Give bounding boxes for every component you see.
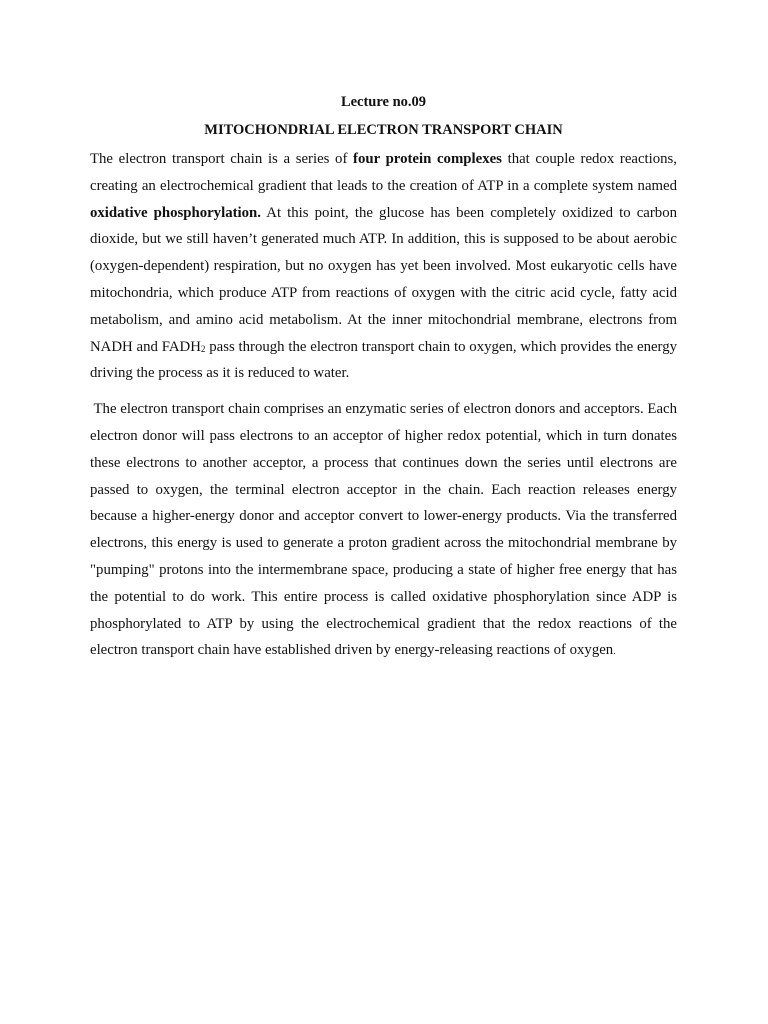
- subscript-2: 2: [200, 343, 206, 354]
- paragraph-2-text: The electron transport chain comprises an enzymatic series of electron donors and acceptors. Each electron donor will pass electrons to an acceptor of higher redox potential, which in turn donates these electrons to another acceptor, a process that continues down the series until electrons are passed to oxygen, the terminal electron acceptor in the chain. Each reaction releases energy because a higher-energy donor and acceptor convert to lower-energy products. Via the transferred electrons, this energy is used to generate a proton gradient across the mitochondrial membrane by "pumping" protons into the intermembrane space, producing a state of higher free energy that has the potential to do work. This entire process is called oxidative phosphorylation since ADP is phosphorylated to ATP by using the electrochemical gradient that the redox reactions of the electron transport chain have established driven by energy-releasing reactions of oxygen: [90, 401, 678, 659]
- paragraph-1-text-d: pass through the electron transport chain to oxygen, which provides the energy driving the process as it is reduced to water.: [90, 338, 677, 382]
- paragraph-2: [90, 396, 677, 665]
- paragraph-1-bold-b: oxidative phosphorylation.: [90, 204, 261, 221]
- page-title: MITOCHONDRIAL ELECTRON TRANSPORT CHAIN: [204, 122, 563, 138]
- paragraph-1-text-b: that couple redox reactions, creating an electrochemical gradient that leads to the creation of ATP in a complete system named: [90, 151, 677, 194]
- document-page: [90, 88, 677, 665]
- paragraph-1: [90, 146, 677, 387]
- lecture-number: Lecture no.09: [340, 94, 427, 110]
- paragraph-1-text-a: The electron transport chain is a series of: [90, 151, 354, 167]
- paragraph-1-text-c: At this point, the glucose has been completely oxidized to carbon dioxide, but we still haven’t generated much ATP. In addition, this is supposed to be about aerobic (oxygen-dependent) respiration, but no oxygen has yet been involved. Most eukaryotic cells have mitochondria, which produce ATP from reactions of oxygen with the citric acid cycle, fatty acid metabolism, and amino acid metabolism. At the inner mitochondrial membrane, electrons from NADH and FADH: [90, 204, 677, 355]
- paragraph-2-end-period: .: [613, 646, 616, 657]
- paragraph-1-bold-a: four protein complexes: [353, 151, 502, 167]
